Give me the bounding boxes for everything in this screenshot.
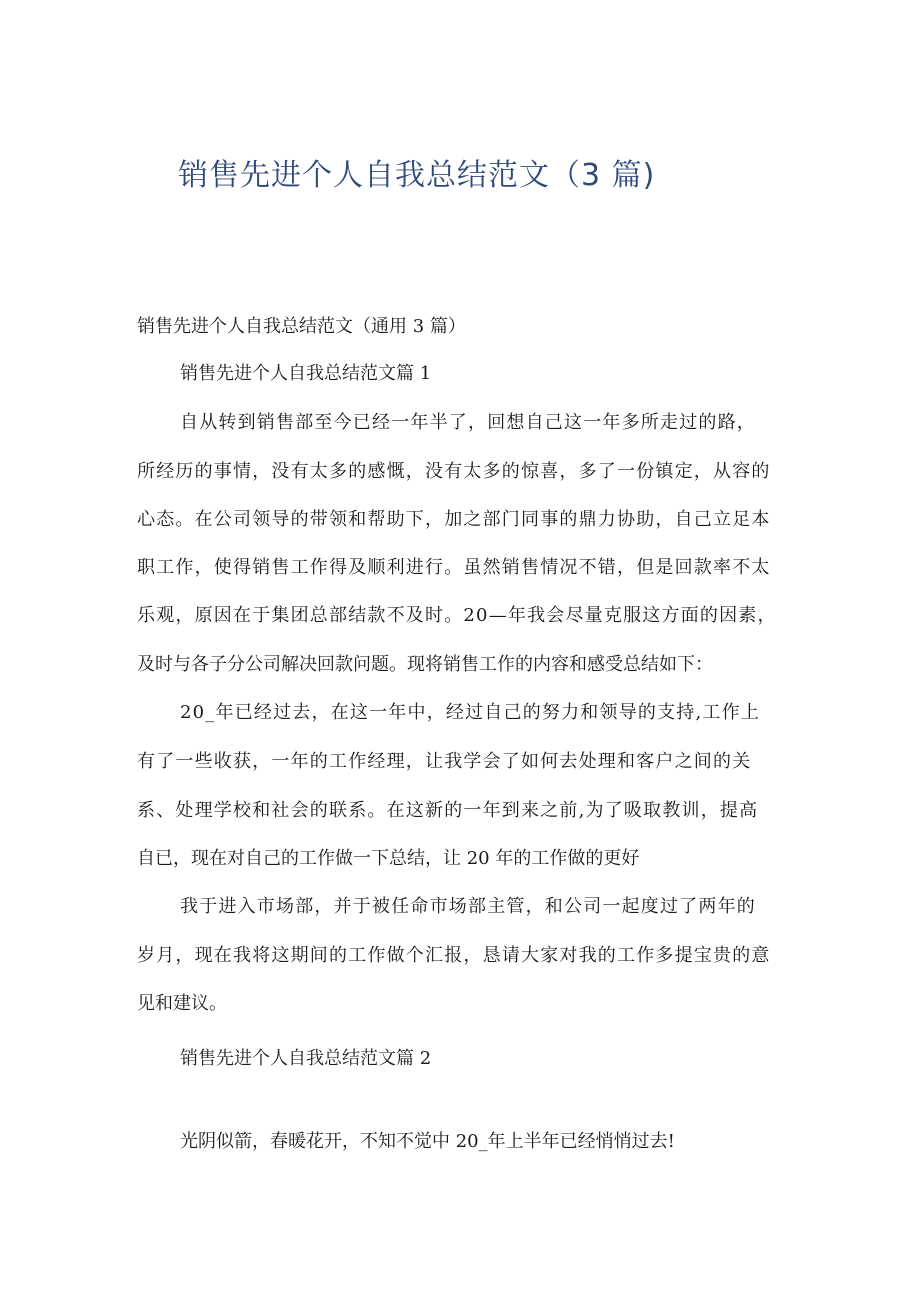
paragraph-1-line-6: 及时与各子分公司解决回款问题。现将销售工作的内容和感受总结如下： [137,654,713,675]
paragraph-1-line-1: 自从转到销售部至今已经一年半了，回想自己这一年多所走过的路， [180,412,756,433]
paragraph-3-line-1: 我于进入市场部，并于被任命市场部主管，和公司一起度过了两年的 [180,896,756,917]
paragraph-3-line-2: 岁月，现在我将这期间的工作做个汇报，恳请大家对我的工作多提宝贵的意 [137,945,771,966]
paragraph-2-line-2: 有了一些收获，一年的工作经理，让我学会了如何去处理和客户之间的关 [137,751,752,772]
paragraph-2-line-1: 20_年已经过去，在这一年中，经过自己的努力和领导的支持,工作上 [180,702,761,723]
paragraph-3-line-3: 见和建议。 [137,993,227,1014]
paragraph-4-line-1: 光阴似箭，春暖花开，不知不觉中 20_年上半年已经悄悄过去! [180,1131,675,1152]
section-heading-2: 销售先进个人自我总结范文篇 2 [180,1048,432,1069]
paragraph-1-line-2: 所经历的事情，没有太多的感慨，没有太多的惊喜，多了一份镇定，从容的 [137,461,771,482]
paragraph-1-line-3: 心态。在公司领导的带领和帮助下，加之部门同事的鼎力协助，自己立足本 [137,509,771,530]
document-title: 销售先进个人自我总结范文（3 篇) [178,158,656,193]
paragraph-1-line-5: 乐观，原因在于集团总部结款不及时。20—年我会尽量克服这方面的因素， [137,605,777,626]
document-subtitle: 销售先进个人自我总结范文（通用 3 篇） [137,316,466,337]
section-heading-1: 销售先进个人自我总结范文篇 1 [180,363,432,384]
paragraph-1-line-4: 职工作，使得销售工作得及顺利进行。虽然销售情况不错，但是回款率不太 [137,557,771,578]
paragraph-2-line-4: 自已，现在对自己的工作做一下总结，让 20 年的工作做的更好 [137,848,640,869]
paragraph-2-line-3: 系、处理学校和社会的联系。在这新的一年到来之前,为了吸取教训，提高 [137,800,759,821]
